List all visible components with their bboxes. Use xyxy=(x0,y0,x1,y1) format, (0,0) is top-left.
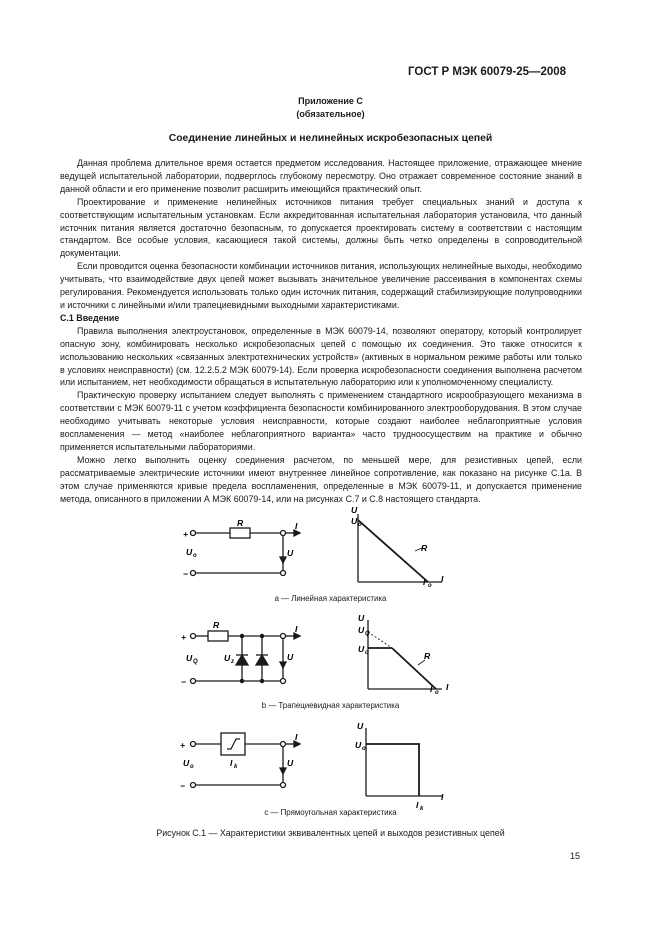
circuit-c-rectangular xyxy=(191,733,301,788)
label-i: I xyxy=(295,521,298,531)
label-u: U xyxy=(287,652,294,662)
axis-label-ik-sub: k xyxy=(420,806,424,812)
label-uz-sub: z xyxy=(231,659,234,665)
label-minus: − xyxy=(180,781,186,791)
paragraph: Практическую проверку испытанием следует выполнять с применением стандартного искрообразующего механизма в соответствии с МЭК 60079-11 с учетом коэффициента безопасности комбинированного электрооборудования. В этом случае необходимо учитывать некоторые условия неисправности, которые создают наиболее неблагоприятные условия воспламенения — метод «наиболее неблагоприятного варианта» часто трудноосуществим на практике и обычно применяется испытательными лабораториями. xyxy=(60,390,582,452)
standard-header: ГОСТ Р МЭК 60079-25—2008 xyxy=(408,66,567,78)
appendix-title: Приложение С xyxy=(298,96,363,106)
label-uz: U xyxy=(224,653,231,663)
axis-label-u: U xyxy=(358,613,365,623)
label-u0: U xyxy=(186,547,193,557)
chart-b-trapezoidal xyxy=(368,620,442,689)
label-i: I xyxy=(295,624,298,634)
axis-label-u0: U xyxy=(355,740,362,750)
label-u0-sub: o xyxy=(193,553,197,559)
label-ik: I xyxy=(230,758,233,768)
label-u: U xyxy=(287,758,294,768)
label-plus: + xyxy=(181,632,187,642)
curve-label-r: R xyxy=(424,651,431,661)
axis-label-i0: I xyxy=(423,577,426,587)
paragraph: Можно легко выполнить оценку соединения расчетом, по меньшей мере, для резистивных цепей, если рассматриваемые электрические источники имеют внутреннее линейное сопротивление, как показано на рисунке С.1а. В этом случае применяются кривые предела воспламенения, определенные в МЭК 60079-11, и допускается применение метода, описанного в приложении А МЭК 60079-14, или на рисунках С.7 и С.8 настоящего стандарта. xyxy=(60,454,582,504)
axis-label-u: U xyxy=(351,505,358,515)
axis-label-uq-sub: Q xyxy=(365,631,370,637)
axis-label-u0-sub: o xyxy=(362,746,366,752)
curve-label-r: R xyxy=(421,543,428,553)
axis-label-i: I xyxy=(446,682,449,692)
label-u: U xyxy=(287,548,294,558)
section-title: Введение xyxy=(76,312,120,323)
caption-b: b — Трапециевидная характеристика xyxy=(261,701,400,710)
label-plus: + xyxy=(180,740,186,750)
axis-label-u0: U xyxy=(351,516,358,526)
figure-caption: Рисунок С.1 — Характеристики эквивалентных цепей и выходов резистивных цепей xyxy=(156,828,505,838)
paragraph: Проектирование и применение нелинейных источников питания требует специальных знаний и доступа к соответствующим испытательным установкам. Если аккредитованная испытательная лаборатория установила, что данный источник питания является достаточно безопасным, то допускается проектировать систему в соответствии с настоящим стандартом. Все особые условия, касающиеся такой системы, должны быть четко определены в сопроводительной документации. xyxy=(60,196,582,259)
label-u0: U xyxy=(183,758,190,768)
label-uq-sub: Q xyxy=(193,659,198,665)
main-title: Соединение линейных и нелинейных искробезопасных цепей xyxy=(168,133,493,144)
chart-a-linear xyxy=(358,514,442,582)
section-number: С.1 xyxy=(60,312,74,323)
paragraph: Правила выполнения электроустановок, определенные в МЭК 60079-14, позволяют оператору, который контролирует опасную зону, комбинировать несколько искробезопасных цепей с помощью их соединения. Это также относится к использованию нескольких «связанных электротехнических устройств» (активных в нормальном режиме работы или только в условиях неисправности) (см. 12.2.5.2 МЭК 60079-14). Если проверка искробезопасности соединения выполнена расчетом или испытанием, нет необходимости обращаться в испытательную лабораторию или к уполномоченному специалисту. xyxy=(60,325,582,388)
axis-label-u0: U xyxy=(358,644,365,654)
axis-label-u: U xyxy=(357,721,364,731)
axis-label-i0-sub: o xyxy=(435,690,439,696)
page-number: 15 xyxy=(570,851,581,861)
circuit-a-linear xyxy=(191,528,301,576)
axis-label-i0: I xyxy=(430,684,433,694)
label-i: I xyxy=(295,732,298,742)
axis-label-i0-sub: o xyxy=(428,583,432,589)
label-uq: U xyxy=(186,653,193,663)
paragraph: Данная проблема длительное время остается предметом исследования. Настоящее приложение, отражающее мнение ведущей испытательной лаборатории, подверглось глубокому пересмотру. Оно отражает современное состояние знаний в данной области и его применение позволит расширить имеющийся практический опыт. xyxy=(60,158,582,194)
circuit-b-trapezoidal xyxy=(191,631,301,684)
caption-a: a — Линейная характеристика xyxy=(274,594,387,603)
axis-label-u0-sub: o xyxy=(358,522,362,528)
label-u0-sub: o xyxy=(190,764,194,770)
caption-c: c — Прямоугольная характеристика xyxy=(264,808,397,817)
axis-label-uq: U xyxy=(358,625,365,635)
chart-c-rectangular xyxy=(366,728,442,796)
label-minus: − xyxy=(183,569,189,579)
label-r: R xyxy=(237,518,244,528)
axis-label-i: I xyxy=(441,792,444,802)
label-plus: + xyxy=(183,529,189,539)
label-ik-sub: k xyxy=(234,764,238,770)
axis-label-ik: I xyxy=(416,800,419,810)
axis-label-u0-sub: o xyxy=(365,650,369,656)
label-r: R xyxy=(213,620,220,630)
axis-label-i: I xyxy=(441,574,444,584)
paragraph: Если проводится оценка безопасности комбинации источников питания, использующих нелинейные выходы, необходимо учитывать, что взаимодействие двух цепей может вызывать значительное увеличение рассеивания в компонентах схемы регулирования. Рекомендуется использовать только один источник питания, содержащий стабилизирующие полупроводники и источники с линейными и/или трапециевидными выходными характеристиками. xyxy=(60,261,582,310)
label-minus: − xyxy=(181,677,187,687)
appendix-status: (обязательное) xyxy=(296,109,365,119)
